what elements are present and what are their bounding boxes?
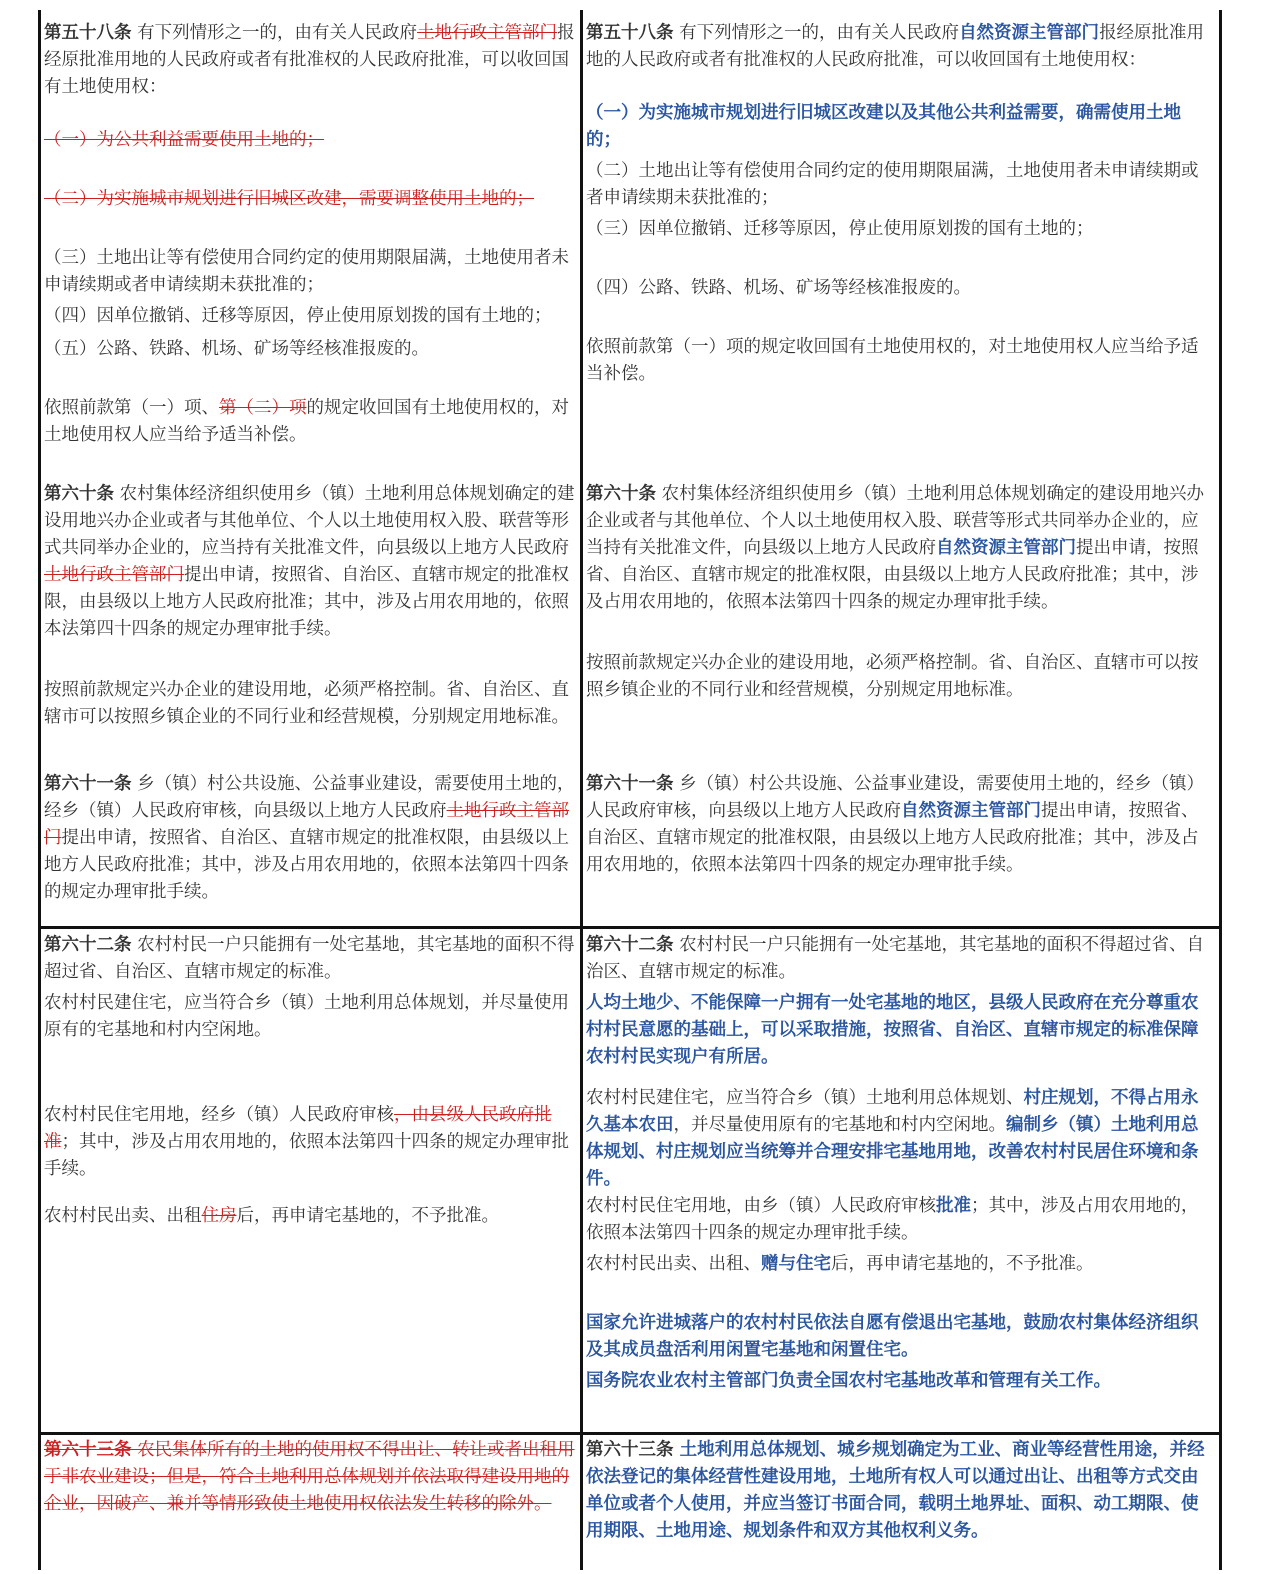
art62-new-p5 (586, 1251, 1212, 1278)
art58-old (44, 20, 575, 449)
inserted-text: 自然资源主管部门 (936, 538, 1076, 558)
article-number: 第六十条 (586, 484, 656, 504)
text: 提出申请，按照省、自治区、直辖市规定的批准权限，由县级以上地方人民政府批准；其中，涉及占用农用地的，依照本法第四十四条的规定办理审批手续。 (586, 801, 1199, 875)
art60-new (586, 481, 1212, 704)
text: ，并尽量使用原有的宅基地和村内空闲地。 (673, 1115, 1006, 1135)
text: 农村村民住宅用地，经乡（镇）人民政府审核 (44, 1105, 394, 1125)
text: 农村村民一户只能拥有一处宅基地，其宅基地的面积不得超过省、自治区、直辖市规定的标准。 (44, 935, 575, 982)
art61-new (586, 771, 1212, 879)
art60-old-p2: 按照前款规定兴办企业的建设用地，必须严格控制。省、自治区、直辖市可以按照乡镇企业的不同行业和经营规模，分别规定用地标准。 (44, 680, 569, 727)
row-divider-63 (38, 1432, 1222, 1435)
text: 乡（镇）村公共设施、公益事业建设，需要使用土地的，经乡（镇）人民政府审核，向县级以上地方人民政府 (44, 774, 575, 821)
text: 依照前款第（一）项、 (44, 398, 219, 418)
art58-new (586, 20, 1212, 388)
text: 乡（镇）村公共设施、公益事业建设，需要使用土地的，经乡（镇）人民政府审核，向县级以上地方人民政府 (586, 774, 1205, 821)
art62-old (44, 932, 575, 1230)
text: 农村集体经济组织使用乡（镇）土地利用总体规划确定的建设用地兴办企业或者与其他单位、个人以土地使用权入股、联营等形式共同举办企业的，应当持有关批准文件，向县级以上地方人民政府 (586, 484, 1205, 558)
art62-old-p3 (44, 1102, 575, 1183)
text: 农村村民出卖、出租、 (586, 1254, 761, 1274)
deleted-item-2: （二）为实施城市规划进行旧城区改建，需要调整使用土地的； (44, 189, 534, 209)
text: 后，再申请宅基地的，不予批准。 (831, 1254, 1094, 1274)
article-number: 第六十二条 (586, 935, 674, 955)
text: 提出申请，按照省、自治区、直辖市规定的批准权限，由县级以上地方人民政府批准；其中，涉及占用农用地的，依照本法第四十四条的规定办理审批手续。 (44, 828, 569, 902)
inserted-text: 编制乡（镇）土地利用总体规划、村庄规划应当统筹并合理安排宅基地用地，改善农村村民居住环境和条件。 (586, 1115, 1199, 1189)
art63-new-p1 (586, 1437, 1212, 1545)
text: 农村村民建住宅，应当符合乡（镇）土地利用总体规划、 (586, 1088, 1024, 1108)
art62-new-p2: 人均土地少、不能保障一户拥有一处宅基地的地区，县级人民政府在充分尊重农村村民意愿的基础上，可以采取措施，按照省、自治区、直辖市规定的标准保障农村村民实现户有所居。 (586, 993, 1199, 1067)
inserted-text: 批准 (936, 1196, 971, 1216)
text: 报经原批准用地的人民政府或者有批准权的人民政府批准，可以收回国有土地使用权： (44, 23, 575, 97)
text: 有下列情形之一的，由有关人民政府 (673, 23, 960, 43)
art62-old-p4 (44, 1203, 575, 1230)
article-number: 第六十一条 (586, 774, 674, 794)
deleted-text: 土地行政主管部门 (44, 801, 569, 848)
text: 后，再申请宅基地的，不予批准。 (236, 1206, 499, 1226)
text: ；其中，涉及占用农用地的，依照本法第四十四条的规定办理审批手续。 (586, 1196, 1199, 1243)
inserted-text: 土地利用总体规划、城乡规划确定为工业、商业等经营性用途，并经依法登记的集体经营性建设用地，土地所有权人可以通过出让、出租等方式交由单位或者个人使用，并应当签订书面合同，载明土地界址、面积、动工期限、使用期限、土地用途、规划条件和双方其他权利义务。 (586, 1440, 1205, 1541)
text: 的规定收回国有土地使用权的，对土地使用权人应当给予适当补偿。 (44, 398, 569, 445)
inserted-text: 自然资源主管部门 (901, 801, 1041, 821)
column-divider (580, 10, 583, 1570)
text: 报经原批准用地的人民政府或者有批准权的人民政府批准，可以收回国有土地使用权： (586, 23, 1205, 70)
art63-old-p1 (44, 1437, 575, 1518)
text: 农村村民住宅用地，由乡（镇）人民政府审核 (586, 1196, 936, 1216)
deleted-text: ，由县级人民政府批准 (44, 1105, 552, 1152)
art62-new-p7: 国务院农业农村主管部门负责全国农村宅基地改革和管理有关工作。 (586, 1371, 1111, 1391)
deleted-text: 土地行政主管部门 (417, 23, 558, 43)
deleted-item-1: （一）为公共利益需要使用土地的； (44, 130, 324, 150)
article-number: 第六十二条 (44, 935, 132, 955)
article-number: 第五十八条 (44, 23, 132, 43)
art60-new-p2: 按照前款规定兴办企业的建设用地，必须严格控制。省、自治区、直辖市可以按照乡镇企业的不同行业和经营规模，分别规定用地标准。 (586, 653, 1199, 700)
deleted-text: 第（二）项 (219, 398, 307, 418)
art60-old (44, 481, 575, 731)
article-number: 第六十一条 (44, 774, 132, 794)
art61-old (44, 771, 575, 906)
text: 农村集体经济组织使用乡（镇）土地利用总体规划确定的建设用地兴办企业或者与其他单位、个人以土地使用权入股、联营等形式共同举办企业的，应当持有关批准文件，向县级以上地方人民政府 (44, 484, 575, 558)
art60-new-p1 (586, 481, 1212, 616)
inserted-item-1: （一）为实施城市规划进行旧城区改建以及其他公共利益需要，确需使用土地的； (586, 103, 1181, 150)
art62-new-p6: 国家允许进城落户的农村村民依法自愿有偿退出宅基地，鼓励农村集体经济组织及其成员盘活利用闲置宅基地和闲置住宅。 (586, 1313, 1199, 1360)
art61-new-p1 (586, 771, 1212, 879)
art58-old-compensation (44, 395, 575, 449)
art62-new-p3 (586, 1085, 1212, 1193)
text: 有下列情形之一的，由有关人民政府 (131, 23, 418, 43)
text: 提出申请，按照省、自治区、直辖市规定的批准权限，由县级以上地方人民政府批准；其中，涉及占用农用地的，依照本法第四十四条的规定办理审批手续。 (586, 538, 1199, 612)
article-number: 第五十八条 (586, 23, 674, 43)
item-2: （二）土地出让等有偿使用合同约定的使用期限届满，土地使用者未申请续期或者申请续期未获批准的； (586, 161, 1199, 208)
item-4: （四）公路、铁路、机场、矿场等经核准报废的。 (586, 278, 971, 298)
deleted-text: 住房 (201, 1206, 237, 1226)
text: ；其中，涉及占用农用地的，依照本法第四十四条的规定办理审批手续。 (44, 1132, 569, 1179)
item-4: （四）因单位撤销、迁移等原因，停止使用原划拨的国有土地的； (44, 306, 552, 326)
text: 农村村民出卖、出租 (44, 1206, 202, 1226)
art58-old-intro (44, 20, 575, 101)
art62-old-p2: 农村村民建住宅，应当符合乡（镇）土地利用总体规划，并尽量使用原有的宅基地和村内空闲地。 (44, 993, 569, 1040)
row-divider-62 (38, 926, 1222, 929)
art60-old-p1 (44, 481, 575, 643)
art61-old-p1 (44, 771, 575, 906)
item-3: （三）土地出让等有偿使用合同约定的使用期限届满，土地使用者未申请续期或者申请续期未获批准的； (44, 248, 569, 295)
text: 提出申请，按照省、自治区、直辖市规定的批准权限，由县级以上地方人民政府批准；其中，涉及占用农用地的，依照本法第四十四条的规定办理审批手续。 (44, 565, 569, 639)
art62-old-p1 (44, 932, 575, 986)
article-number: 第六十三条 (44, 1440, 132, 1460)
article-number: 第六十三条 (586, 1440, 674, 1460)
item-5: （五）公路、铁路、机场、矿场等经核准报废的。 (44, 339, 429, 359)
deleted-text: 农民集体所有的土地的使用权不得出让、转让或者出租用于非农业建设；但是，符合土地利用总体规划并依法取得建设用地的企业，因破产、兼并等情形致使土地使用权依法发生转移的除外。 (44, 1440, 575, 1514)
art63-old (44, 1437, 575, 1518)
inserted-text: 村庄规划，不得占用永久基本农田 (586, 1088, 1199, 1135)
inserted-text: 自然资源主管部门 (959, 23, 1100, 43)
art58-new-intro (586, 20, 1212, 74)
art58-new-compensation: 依照前款第（一）项的规定收回国有土地使用权的，对土地使用权人应当给予适当补偿。 (586, 337, 1199, 384)
art63-new (586, 1437, 1212, 1545)
art62-new-p4 (586, 1193, 1212, 1247)
item-3: （三）因单位撤销、迁移等原因，停止使用原划拨的国有土地的； (586, 219, 1094, 239)
article-number: 第六十条 (44, 484, 114, 504)
art62-new-p1 (586, 932, 1212, 986)
deleted-text: 土地行政主管部门 (44, 565, 184, 585)
art62-new (586, 932, 1212, 1395)
text: 农村村民一户只能拥有一处宅基地，其宅基地的面积不得超过省、自治区、直辖市规定的标准。 (586, 935, 1205, 982)
inserted-text: 赠与住宅 (761, 1254, 831, 1274)
